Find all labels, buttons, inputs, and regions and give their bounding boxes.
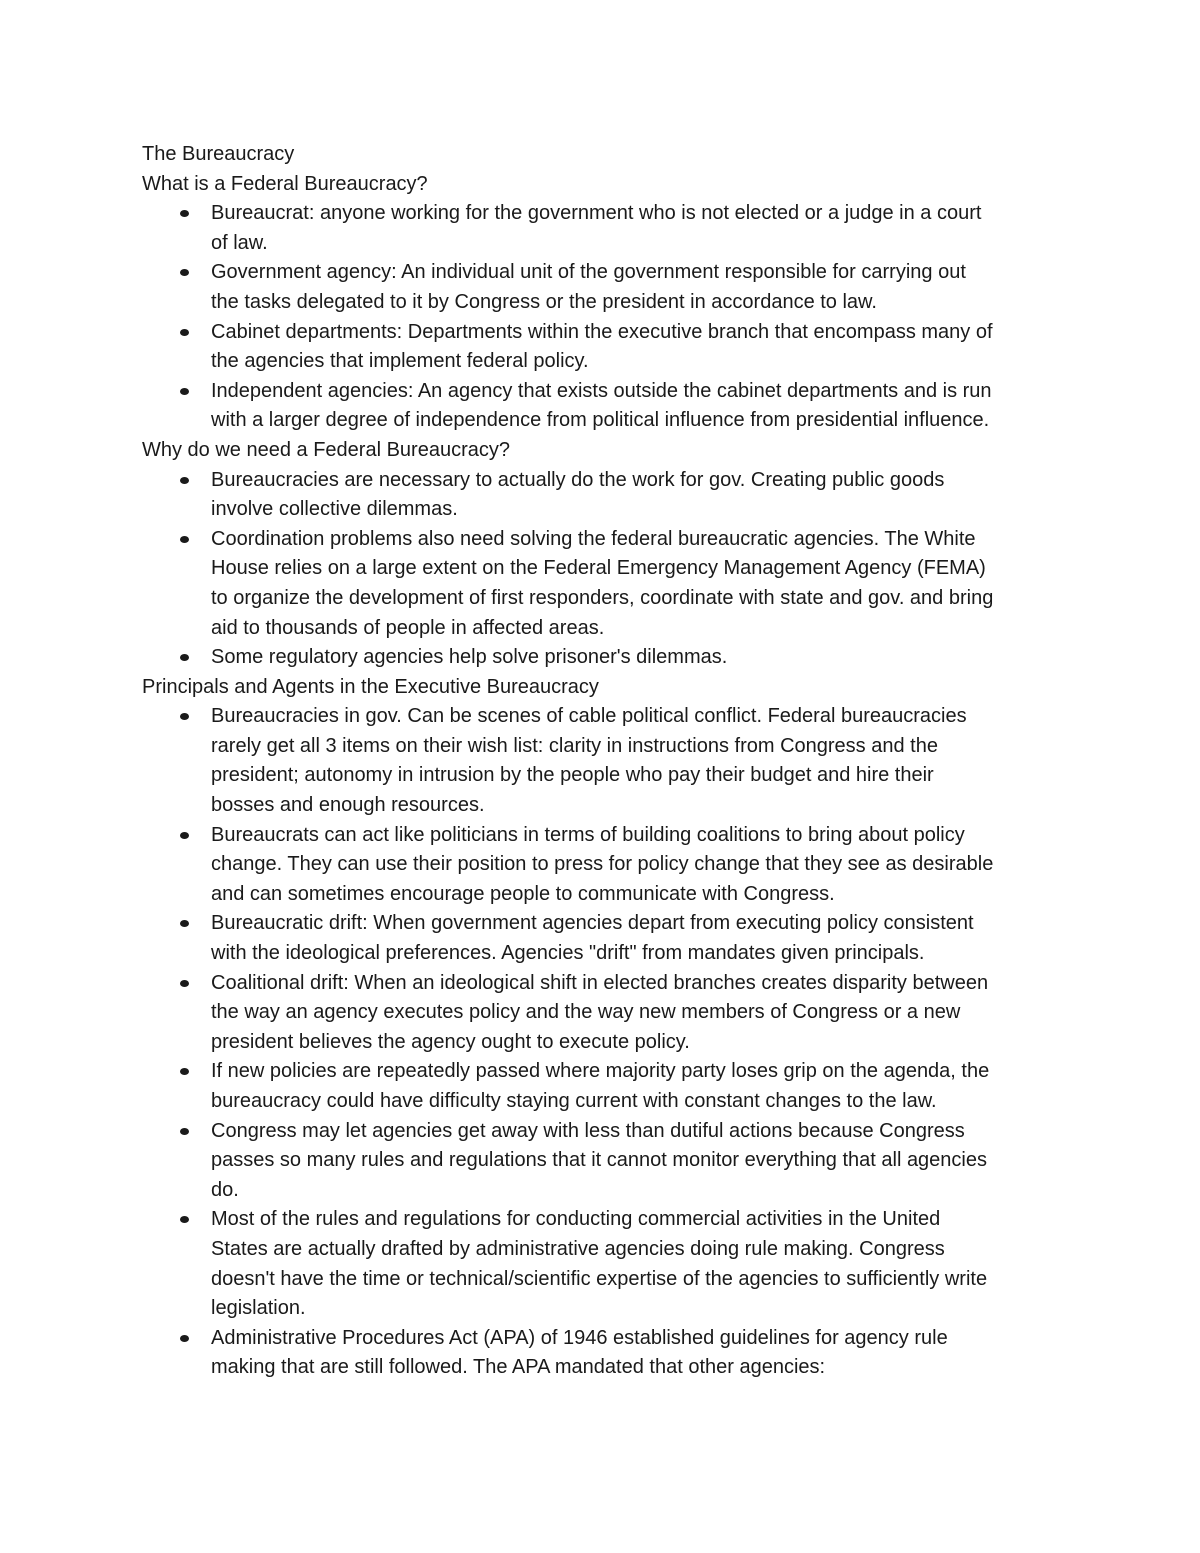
bullet-dot-icon [180,1216,189,1223]
document-page [142,140,1072,1383]
bullet-dot-icon [180,477,189,484]
bullet-text-line: If new policies are repeatedly passed where majority party loses grip on the agenda, the [211,1060,990,1083]
bullet-item [142,1324,1072,1383]
bullet-text-line: bosses and enough resources. [211,794,485,817]
bullet-text-line: the tasks delegated to it by Congress or the president in accordance to law. [211,290,877,313]
bullet-list [142,466,1072,673]
bullet-text-line: Congress may let agencies get away with less than dutiful actions because Congress [211,1119,965,1142]
bullet-text-line: Bureaucrats can act like politicians in terms of building coalitions to bring about policy [211,823,965,846]
bullet-text-line: Independent agencies: An agency that exists outside the cabinet departments and is run [211,379,992,402]
bullet-dot-icon [180,1335,189,1342]
bullet-text-line: Coordination problems also need solving the federal bureaucratic agencies. The White [211,527,976,550]
bullet-item [142,318,1072,377]
bullet-text-line: passes so many rules and regulations that it cannot monitor everything that all agencies [211,1149,987,1172]
bullet-item [142,702,1072,820]
document-title: The Bureaucracy [142,143,295,165]
bullet-text-line: Cabinet departments: Departments within the executive branch that encompass many of [211,320,993,343]
bullet-dot-icon [180,832,189,839]
bullet-item [142,969,1072,1058]
bullet-item [142,1117,1072,1206]
bullet-dot-icon [180,329,189,336]
bullet-dot-icon [180,920,189,927]
bullet-text-line: president believes the agency ought to execute policy. [211,1030,690,1053]
bullet-dot-icon [180,388,189,395]
bullet-text-line: Coalitional drift: When an ideological shift in elected branches creates disparity between [211,971,989,994]
bullet-item [142,199,1072,258]
bullet-text-line: doesn't have the time or technical/scientific expertise of the agencies to sufficiently write [211,1267,988,1290]
bullet-list [142,702,1072,1383]
bullet-dot-icon [180,1128,189,1135]
bullet-item [142,466,1072,525]
bullet-text-line: Bureaucratic drift: When government agencies depart from executing policy consistent [211,912,974,935]
bullet-text-line: Some regulatory agencies help solve prisoner's dilemmas. [211,646,728,669]
bullet-text-line: Bureaucracies in gov. Can be scenes of cable political conflict. Federal bureaucracies [211,705,967,728]
bullet-dot-icon [180,210,189,217]
bullet-dot-icon [180,654,189,661]
bullet-text-line: States are actually drafted by administrative agencies doing rule making. Congress [211,1237,945,1260]
bullet-text-line: with the ideological preferences. Agencies "drift" from mandates given principals. [211,942,925,965]
bullet-item [142,1057,1072,1116]
bullet-text-line: and can sometimes encourage people to communicate with Congress. [211,882,835,905]
bullet-text-line: bureaucracy could have difficulty staying current with constant changes to the law. [211,1090,937,1112]
bullet-dot-icon [180,980,189,987]
section-heading: What is a Federal Bureaucracy? [142,172,428,195]
bullet-dot-icon [180,536,189,543]
bullet-text-line: House relies on a large extent on the Federal Emergency Management Agency (FEMA) [211,557,986,580]
bullet-text-line: Bureaucrat: anyone working for the government who is not elected or a judge in a court [211,202,982,225]
bullet-text-line: aid to thousands of people in affected areas. [211,616,605,639]
bullet-text-line: rarely get all 3 items on their wish list: clarity in instructions from Congress and the [211,734,938,757]
bullet-text-line: Most of the rules and regulations for conducting commercial activities in the United [211,1208,941,1231]
bullet-text-line: with a larger degree of independence from political influence from presidential influence. [211,409,990,432]
bullet-text-line: involve collective dilemmas. [211,498,458,521]
bullet-item [142,258,1072,317]
bullet-text-line: change. They can use their position to press for policy change that they see as desirable [211,853,994,876]
bullet-list [142,199,1072,436]
bullet-item [142,1205,1072,1323]
bullet-text-line: of law. [211,231,268,254]
bullet-text-line: to organize the development of first responders, coordinate with state and gov. and bring [211,586,994,609]
bullet-text-line: president; autonomy in intrusion by the people who pay their budget and hire their [211,764,934,787]
bullet-item [142,643,1072,673]
bullet-dot-icon [180,713,189,720]
bullet-item [142,525,1072,643]
bullet-item [142,909,1072,968]
section-heading: Why do we need a Federal Bureaucracy? [142,438,510,461]
bullet-text-line: do. [211,1178,239,1201]
bullet-text-line: Bureaucracies are necessary to actually do the work for gov. Creating public goods [211,468,945,491]
bullet-text-line: Government agency: An individual unit of the government responsible for carrying out [211,261,966,284]
bullet-text-line: Administrative Procedures Act (APA) of 1946 established guidelines for agency rule [211,1326,948,1349]
bullet-item [142,377,1072,436]
bullet-dot-icon [180,269,189,276]
bullet-text-line: the way an agency executes policy and the way new members of Congress or a new [211,1001,961,1024]
bullet-text-line: making that are still followed. The APA mandated that other agencies: [211,1356,826,1379]
document-sections [142,170,1072,1383]
bullet-text-line: legislation. [211,1297,306,1320]
bullet-item [142,821,1072,910]
bullet-dot-icon [180,1068,189,1075]
bullet-text-line: the agencies that implement federal policy. [211,350,589,373]
section-heading: Principals and Agents in the Executive Bureaucracy [142,675,599,698]
